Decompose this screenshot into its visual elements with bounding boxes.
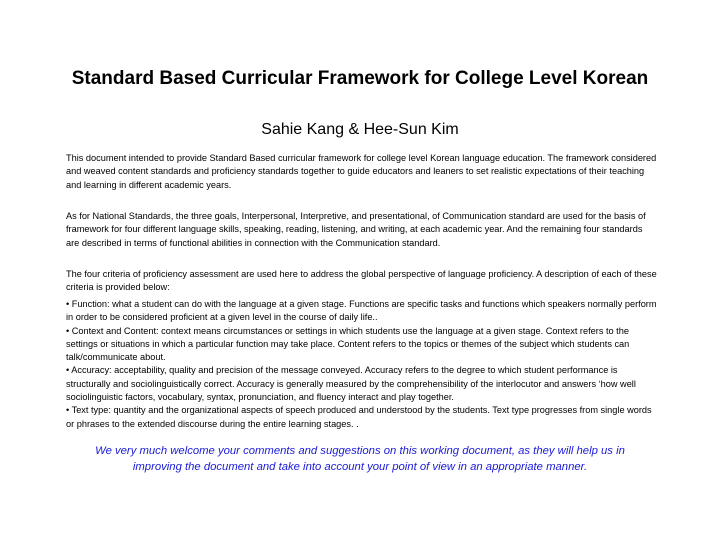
criteria-intro-paragraph: The four criteria of proficiency assessment are used here to address the global perspective of language proficiency. A description of each of these criteria is provided below: bbox=[66, 269, 657, 293]
criteria-item-text-type: • Text type: quantity and the organizational aspects of speech produced and understood by the students. Text type progresses from single words or phrases to the extended discourse during the entire learning stages. . bbox=[66, 405, 652, 429]
closing-note: We very much welcome your comments and suggestions on this working document, as they will help us in improving the document and take into account your point of view in an appropriate manner. bbox=[95, 445, 625, 473]
criteria-item-function: • Function: what a student can do with the language at a given stage. Functions are specific tasks and functions which speakers normally perform in order to be considered proficient at a given level in the course of daily life.. bbox=[66, 299, 657, 323]
document-authors: Sahie Kang & Hee-Sun Kim bbox=[261, 121, 459, 138]
intro-paragraph: This document intended to provide Standard Based curricular framework for college level Korean language education. The framework considered and weaved content standards and proficiency standards together to guide educators and leaners to set realistic expectations of their teaching and learning in different academic years. bbox=[66, 153, 657, 190]
criteria-item-context-content: • Context and Content: context means circumstances or settings in which students use the language at a given stage. Context refers to the settings or situations in which a particular function may take place. Content refers to the topics or themes of the subject which students can talk/communicate about. bbox=[66, 325, 630, 363]
national-standards-paragraph: As for National Standards, the three goals, Interpersonal, Interpretive, and presentational, of Communication standard are used for the basis of framework for four different language skills, speaking, reading, listening, and writing, at each academic year. And the remaining four standards are described in terms of functional abilities in connection with the Communication standard. bbox=[66, 211, 646, 248]
criteria-item-accuracy: • Accuracy: acceptability, quality and precision of the message conveyed. Accuracy refers to the degree to which student performance is structurally and sociolinguistically correct. Accuracy is generally measured by the comprehensibility of the interlocutor and answers ‘how well sociolinguistic factors, vocabulary, syntax, pronunciation, and fluency interact and play together. bbox=[66, 365, 636, 403]
criteria-list bbox=[66, 298, 658, 431]
document-title: Standard Based Curricular Framework for College Level Korean bbox=[71, 68, 649, 89]
